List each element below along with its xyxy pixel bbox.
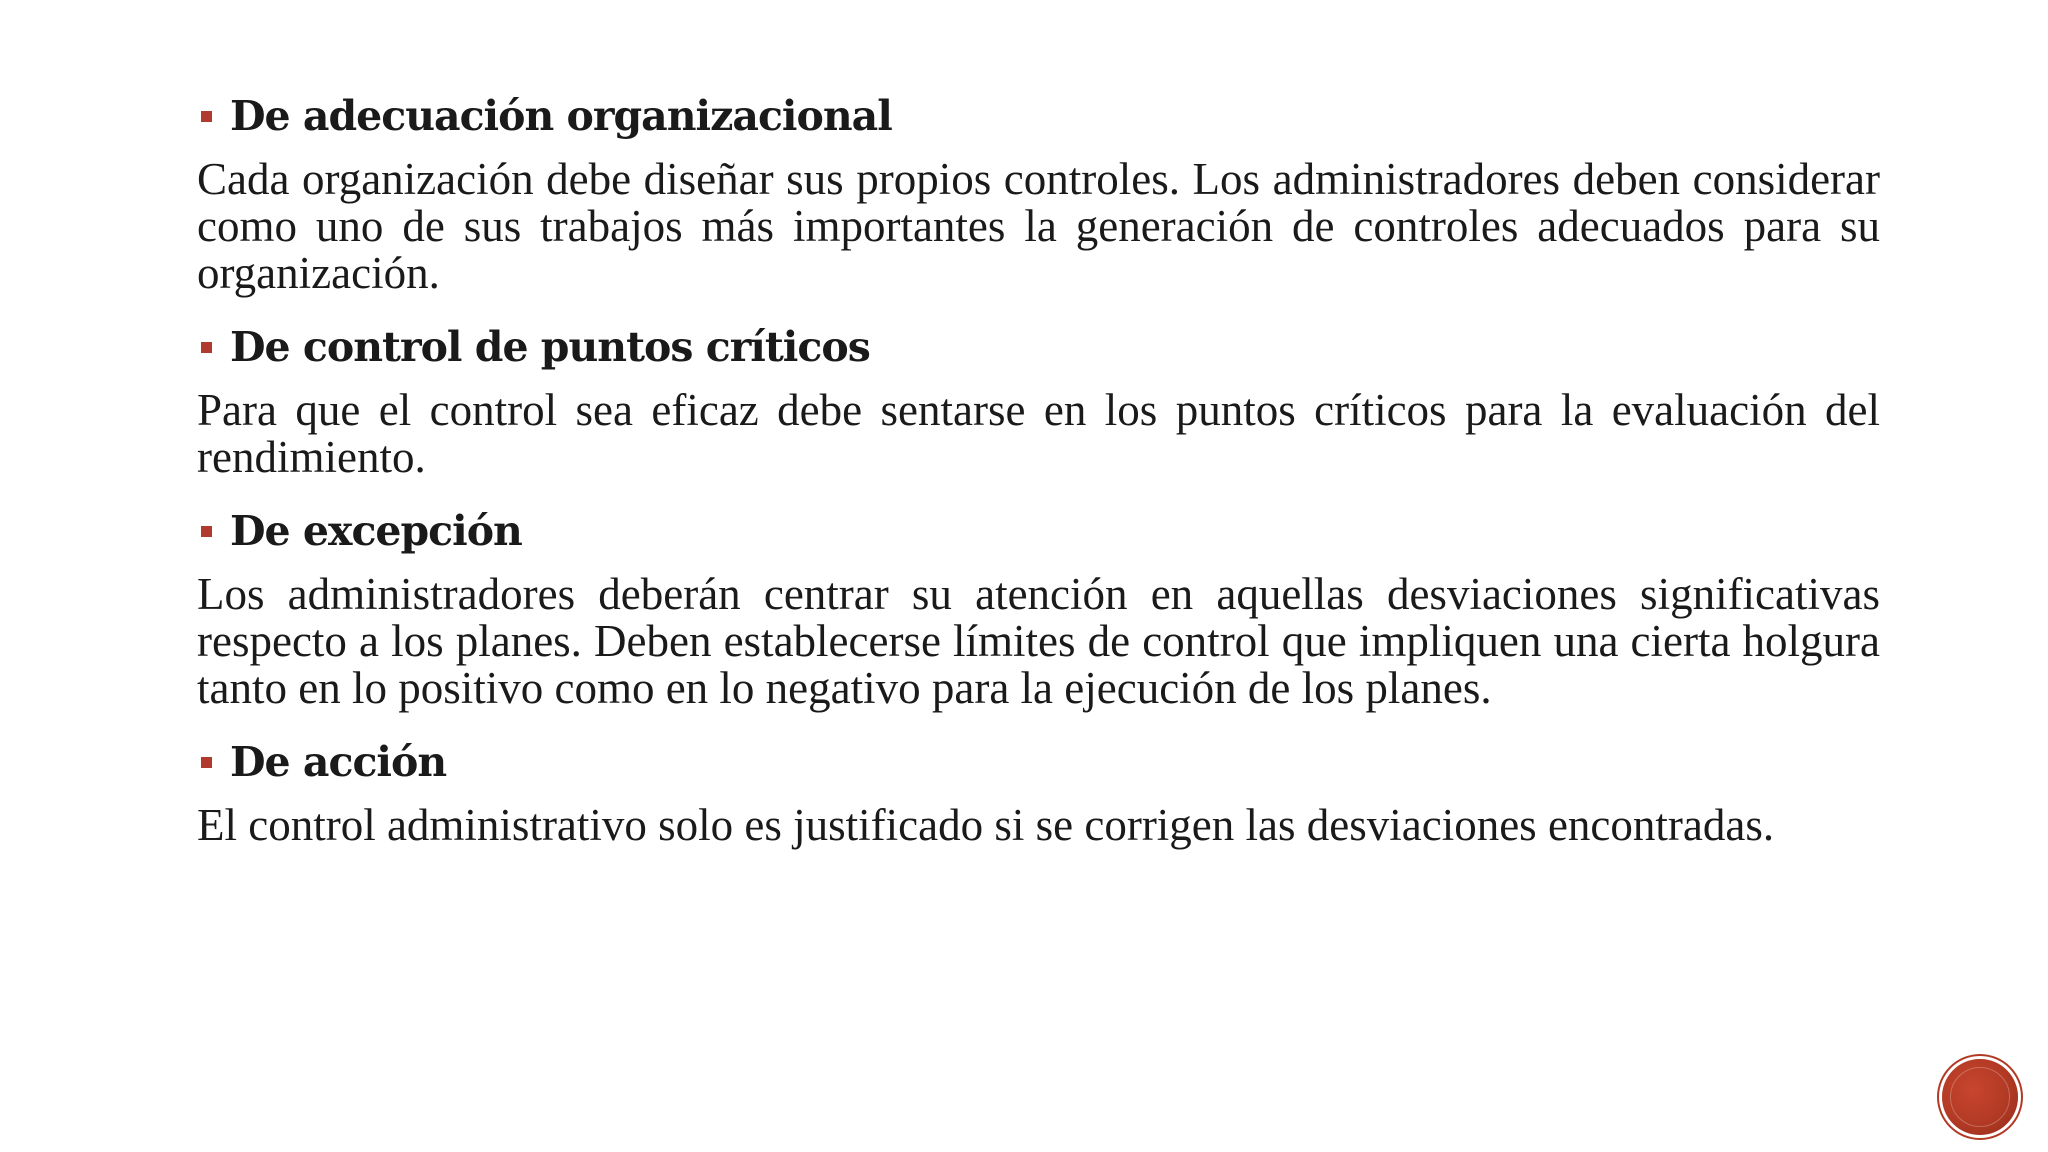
section-heading (197, 501, 1880, 561)
square-bullet-icon (201, 526, 212, 537)
slide-content (197, 86, 1880, 869)
square-bullet-icon (201, 757, 212, 768)
square-bullet-icon (201, 342, 212, 353)
section-body: Cada organización debe diseñar sus propios controles. Los administradores deben considerar como uno de sus trabajos más importantes la generación de controles adecuados para su organización. (197, 154, 1880, 298)
section-heading (197, 86, 1880, 146)
section-body: El control administrativo solo es justificado si se corrigen las desviaciones encontradas. (197, 800, 1775, 850)
heading-text: De excepción (230, 507, 522, 555)
heading-text: De control de puntos críticos (230, 323, 870, 371)
square-bullet-icon (201, 111, 212, 122)
section-body: Los administradores deberán centrar su atención en aquellas desviaciones significativas respecto a los planes. Deben establecerse límites de control que impliquen una cierta holgura tanto en lo positivo como en lo negativo para la ejecución de los planes. (197, 569, 1880, 713)
heading-text: De adecuación organizacional (230, 92, 892, 140)
section-heading (197, 732, 1880, 792)
red-circle-logo-icon (1942, 1059, 2018, 1135)
logo-ring (1950, 1067, 2010, 1127)
section-heading (197, 317, 1880, 377)
heading-text: De acción (230, 738, 447, 786)
section-body: Para que el control sea eficaz debe sentarse en los puntos críticos para la evaluación del rendimiento. (197, 385, 1880, 482)
